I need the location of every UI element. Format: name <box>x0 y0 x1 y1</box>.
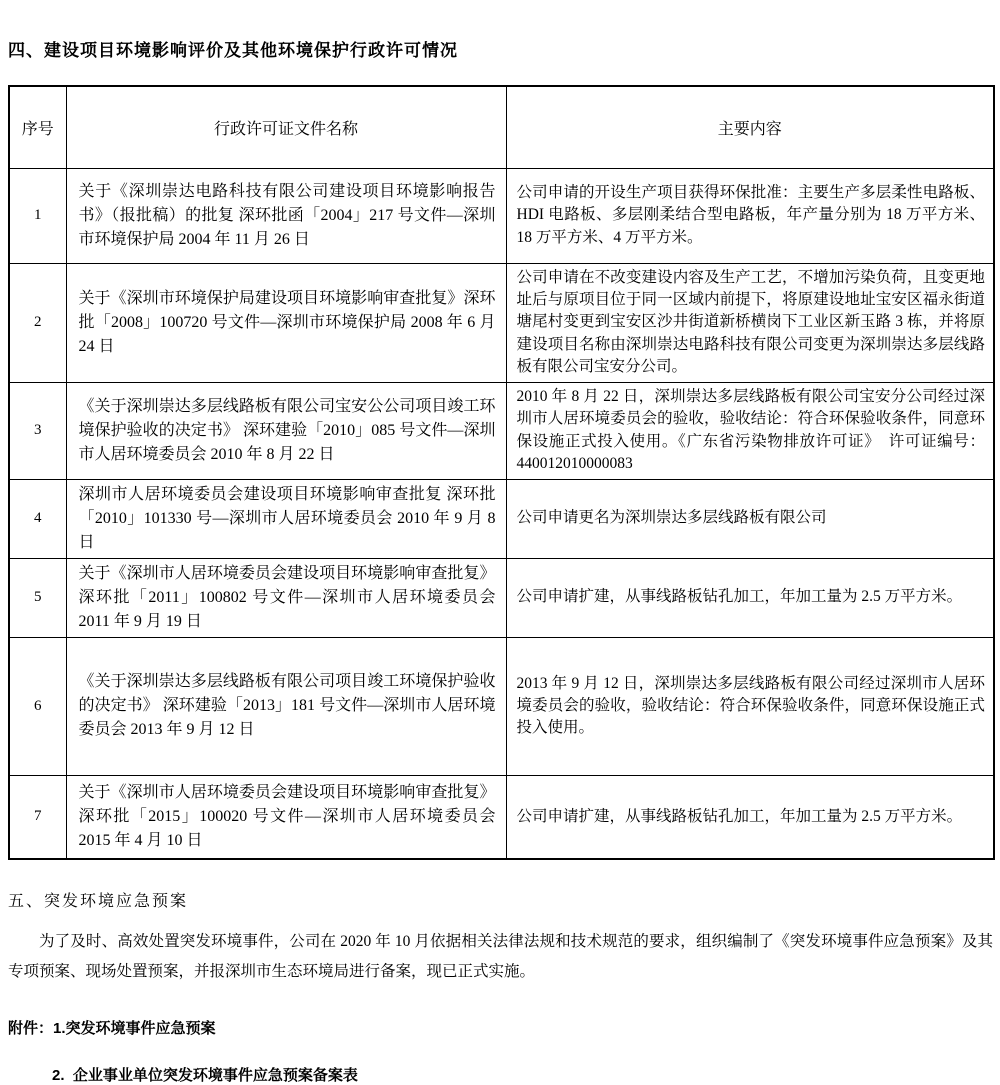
row-number: 7 <box>9 775 66 859</box>
permit-content: 公司申请扩建，从事线路板钻孔加工，年加工量为 2.5 万平方米。 <box>506 558 994 637</box>
attachment-line-1: 附件：1.突发环境事件应急预案 <box>8 1020 216 1038</box>
table-row <box>9 479 994 558</box>
table-row <box>9 263 994 382</box>
permit-content: 2013 年 9 月 12 日，深圳崇达多层线路板有限公司经过深圳市人居环境委员会的验收，验收结论：符合环保验收条件，同意环保设施正式投入使用。 <box>506 637 994 775</box>
permit-content: 公司申请的开设生产项目获得环保批准：主要生产多层柔性电路板、HDI 电路板、多层刚柔结合型电路板，年产量分别为 18 万平方米、18 万平方米、4 万平方米。 <box>506 168 994 263</box>
permit-content: 2010 年 8 月 22 日，深圳崇达多层线路板有限公司宝安分公司经过深圳市人居环境委员会的验收，验收结论：符合环保验收条件，同意环保设施正式投入使用。《广东省污染物排放许可证》 许可证编号：440012010000083 <box>506 382 994 479</box>
row-number: 4 <box>9 479 66 558</box>
permit-content: 公司申请更名为深圳崇达多层线路板有限公司 <box>506 479 994 558</box>
row-number: 5 <box>9 558 66 637</box>
permit-name: 关于《深圳市人居环境委员会建设项目环境影响审查批复》深环批「2011」100802 号文件—深圳市人居环境委员会 2011 年 9 月 19 日 <box>66 558 506 637</box>
header-main-content: 主要内容 <box>506 86 994 168</box>
table-row <box>9 168 994 263</box>
row-number: 1 <box>9 168 66 263</box>
section5-title: 五、突发环境应急预案 <box>8 893 189 911</box>
permit-name: 关于《深圳市环境保护局建设项目环境影响审查批复》深环批「2008」100720 号文件—深圳市环境保护局 2008 年 6 月 24 日 <box>66 263 506 382</box>
row-number: 3 <box>9 382 66 479</box>
permit-name: 《关于深圳崇达多层线路板有限公司宝安公公司项目竣工环境保护验收的决定书》 深环建验「2010」085 号文件—深圳市人居环境委员会 2010 年 8 月 22 日 <box>66 382 506 479</box>
permit-content: 公司申请扩建，从事线路板钻孔加工，年加工量为 2.5 万平方米。 <box>506 775 994 859</box>
permits-table <box>8 85 995 860</box>
table-row <box>9 637 994 775</box>
table-row <box>9 382 994 479</box>
header-permit-name: 行政许可证文件名称 <box>66 86 506 168</box>
permit-name: 关于《深圳崇达电路科技有限公司建设项目环境影响报告书》（报批稿）的批复 深环批函「2004」217 号文件—深圳市环境保护局 2004 年 11 月 26 日 <box>66 168 506 263</box>
section5-paragraph: 为了及时、高效处置突发环境事件，公司在 2020 年 10 月依据相关法律法规和技术规范的要求，组织编制了《突发环境事件应急预案》及其专项预案、现场处置预案，并报深圳市生态环境局进行备案，现已正式实施。 <box>8 933 993 981</box>
header-no: 序号 <box>9 86 66 168</box>
table-row <box>9 558 994 637</box>
table-row <box>9 775 994 859</box>
row-number: 6 <box>9 637 66 775</box>
row-number: 2 <box>9 263 66 382</box>
attachment-line-2: 2. 企业事业单位突发环境事件应急预案备案表 <box>52 1067 358 1085</box>
permit-name: 深圳市人居环境委员会建设项目环境影响审查批复 深环批「2010」101330 号—深圳市人居环境委员会 2010 年 9 月 8 日 <box>66 479 506 558</box>
permit-name: 《关于深圳崇达多层线路板有限公司项目竣工环境保护验收的决定书》 深环建验「2013」181 号文件—深圳市人居环境委员会 2013 年 9 月 12 日 <box>66 637 506 775</box>
permit-content: 公司申请在不改变建设内容及生产工艺，不增加污染负荷，且变更地址后与原项目位于同一区域内前提下，将原建设地址宝安区福永街道塘尾村变更到宝安区沙井街道新桥横岗下工业区新玉路 3 栋，并将原建设项目名称由深圳崇达电路科技有限公司变更为深圳崇达多层线路板有限公司宝安分公司。 <box>506 263 994 382</box>
permit-name: 关于《深圳市人居环境委员会建设项目环境影响审查批复》深环批「2015」100020 号文件—深圳市人居环境委员会 2015 年 4 月 10 日 <box>66 775 506 859</box>
section4-title: 四、建设项目环境影响评价及其他环境保护行政许可情况 <box>8 41 458 60</box>
table-header-row <box>9 86 994 168</box>
